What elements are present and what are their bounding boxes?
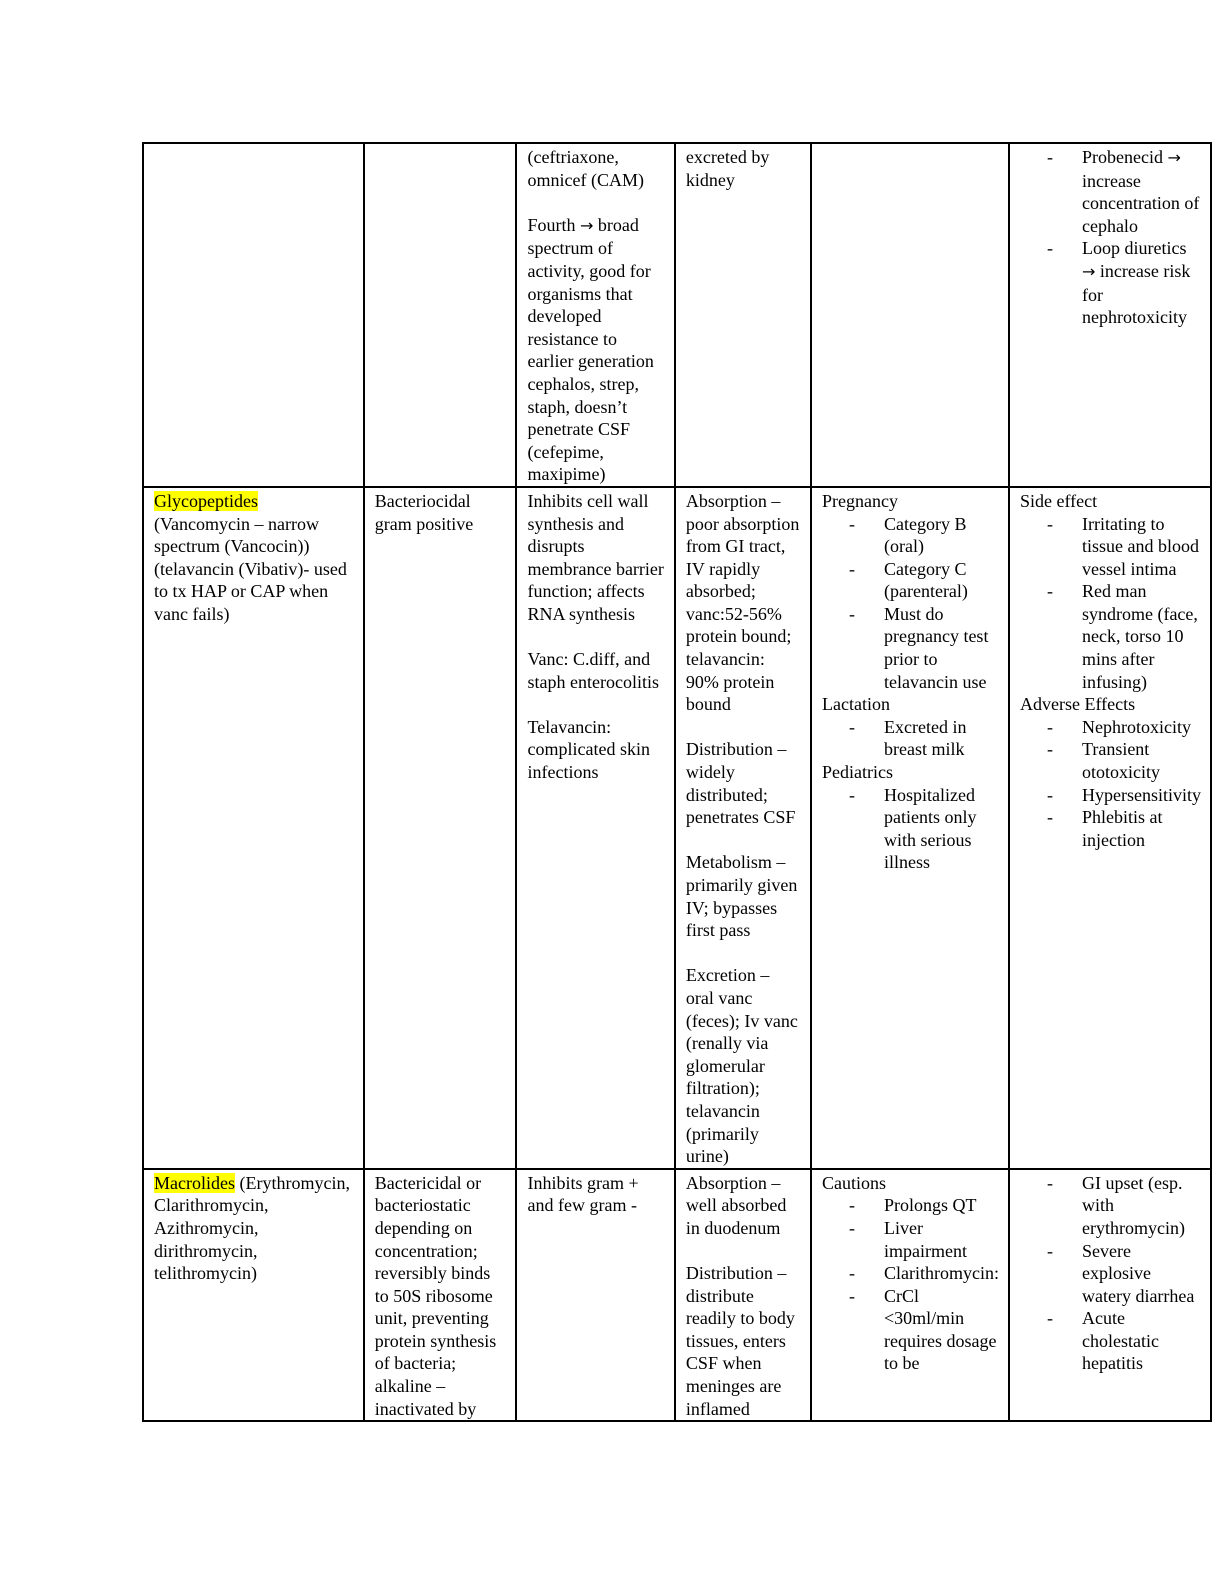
cell-pharmacokinetics: [675, 1169, 811, 1422]
interaction-list: [1020, 146, 1201, 329]
cell-pharmacokinetics: [675, 487, 811, 1169]
cautions-label: Cautions: [821, 1172, 886, 1193]
class-name-highlight: Macrolides: [154, 1172, 235, 1193]
class-name-highlight: Glycopeptides: [154, 490, 258, 511]
list-item: - Severe explosive watery diarrhea: [1020, 1240, 1201, 1308]
use-vanc: Vanc: C.diff, and staph enterocolitis: [527, 649, 659, 692]
cell-considerations: [811, 487, 1009, 1169]
list-item: - Probenecid → increase concentration of cephalo: [1020, 146, 1201, 237]
use-telavancin: Telavancin: complicated skin infections: [527, 716, 650, 783]
list-item: - Loop diuretics → increase risk for nephrotoxicity: [1020, 237, 1201, 328]
lactation-label: Lactation: [821, 694, 890, 715]
pk-distribution: Distribution – distribute readily to body tissues, enters CSF when meninges are inflamed: [685, 1263, 795, 1419]
arrow-icon: →: [580, 215, 594, 235]
drug-table: [142, 142, 1212, 1422]
cell-drug-class: [143, 143, 364, 487]
table-row-macrolides: [143, 1169, 1211, 1422]
arrow-icon: →: [1081, 261, 1096, 281]
list-item: - Transient ototoxicity: [1020, 738, 1201, 783]
cell-mechanism: [516, 487, 674, 1169]
cell-considerations: [811, 1169, 1009, 1422]
list-item: - Red man syndrome (face, neck, torso 10 mins after infusing): [1020, 580, 1201, 693]
class-description: (Vancomycin – narrow spectrum (Vancocin)) (telavancin (Vibativ)- used to tx HAP or CAP when vanc fails): [154, 513, 347, 624]
pk-distribution: Distribution – widely distributed; penetrates CSF: [685, 739, 796, 828]
action-type: Bacteriocidal gram positive: [374, 490, 474, 534]
side-effect-label: Side effect: [1019, 490, 1098, 511]
cell-considerations: [811, 143, 1009, 487]
cell-pharmacokinetics: [675, 143, 811, 487]
list-item: - Liver impairment: [822, 1217, 999, 1262]
effects-list: [1020, 1172, 1201, 1375]
list-item: - Hospitalized patients only with serious illness: [822, 784, 999, 874]
pk-absorption: Absorption – well absorbed in duodenum: [685, 1172, 787, 1238]
adverse-effects-list: [1020, 716, 1201, 852]
cell-mechanism: [516, 1169, 674, 1422]
pk-absorption: Absorption – poor absorption from GI tract, IV rapidly absorbed; vanc:52-56% protein bound; telavancin: 90% protein bound: [685, 490, 800, 715]
list-item: - Excreted in breast milk: [822, 716, 999, 761]
table-row-glycopeptides: [143, 487, 1211, 1169]
table-row-cephalosporins-continued: [143, 143, 1211, 487]
action-type: Bactericidal or bacteriostatic depending on concentration; reversibly binds to 50S ribosome unit, preventing protein synthesis of bacteria; alkaline – inactivated by: [374, 1172, 497, 1419]
list-item: - Category C (parenteral): [822, 558, 999, 603]
list-item: - GI upset (esp. with erythromycin): [1020, 1172, 1201, 1240]
cell-drug-class: [143, 487, 364, 1169]
pk-excretion: Excretion – oral vanc (feces); Iv vanc (renally via glomerular filtration); telavancin (primarily urine): [685, 965, 798, 1167]
cautions-list: [822, 1194, 999, 1375]
cell-action: [364, 143, 517, 487]
pregnancy-label: Pregnancy: [821, 490, 898, 511]
cell-action: [364, 1169, 517, 1422]
fourth-generation-text: Fourth → broad spectrum of activity, good for organisms that developed resistance to earlier generation cephalos, strep, staph, doesn’t penetrate CSF (cefepime, maxipime): [527, 214, 654, 485]
pediatrics-label: Pediatrics: [821, 762, 893, 783]
list-item: - Nephrotoxicity: [1020, 716, 1201, 739]
mechanism-text: Inhibits gram + and few gram -: [527, 1172, 639, 1216]
list-item: - Prolongs QT: [822, 1194, 999, 1217]
adverse-effects-label: Adverse Effects: [1019, 694, 1136, 715]
cell-effects: [1009, 1169, 1211, 1422]
list-item: - Hypersensitivity: [1020, 784, 1201, 807]
cell-generations: [516, 143, 674, 487]
excretion-note: excreted by kidney: [685, 147, 770, 190]
list-item: - Must do pregnancy test prior to telavancin use: [822, 603, 999, 693]
cell-drug-class: [143, 1169, 364, 1422]
class-description: (Erythromycin, Clarithromycin, Azithromycin, dirithromycin, telithromycin): [154, 1172, 350, 1284]
list-item: - CrCl <30ml/min requires dosage to be: [822, 1285, 999, 1375]
lactation-list: [822, 716, 999, 761]
list-item: - Acute cholestatic hepatitis: [1020, 1307, 1201, 1375]
cell-action: [364, 487, 517, 1169]
third-generation-examples: (ceftriaxone, omnicef (CAM): [527, 147, 644, 190]
list-item: - Irritating to tissue and blood vessel intima: [1020, 513, 1201, 581]
list-item: - Category B (oral): [822, 513, 999, 558]
list-item: - Clarithromycin:: [822, 1262, 999, 1285]
pk-metabolism: Metabolism – primarily given IV; bypasses first pass: [685, 852, 798, 941]
pregnancy-list: [822, 513, 999, 694]
cell-effects: [1009, 487, 1211, 1169]
list-item: - Phlebitis at injection: [1020, 806, 1201, 851]
mechanism-text: Inhibits cell wall synthesis and disrupts membrance barrier function; affects RNA synthesis: [527, 490, 664, 624]
side-effect-list: [1020, 513, 1201, 694]
cell-interactions: [1009, 143, 1211, 487]
pediatrics-list: [822, 784, 999, 874]
arrow-icon: →: [1167, 148, 1181, 167]
